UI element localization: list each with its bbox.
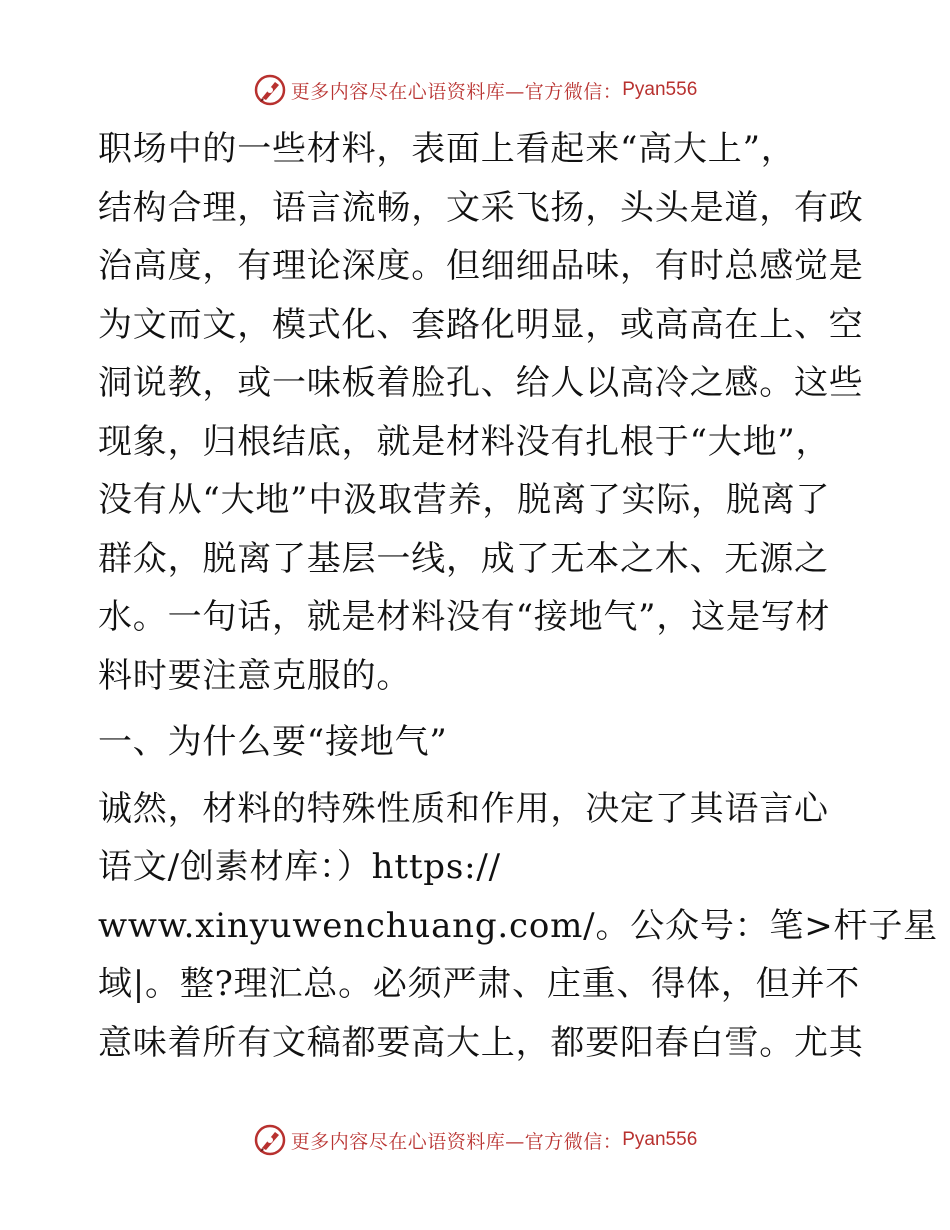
paragraph-1-line: 洞说教，或一味板着脸孔、给人以高冷之感。这些 (98, 363, 864, 403)
paragraph-1-line: 水。一句话，就是材料没有“接地气”，这是写材 (98, 597, 831, 637)
paragraph-1-line: 结构合理，语言流畅，文采飞扬，头头是道，有政 (98, 187, 864, 228)
paragraph-1-line: 没有从“大地”中汲取营养，脱离了实际，脱离了 (98, 480, 831, 520)
watermark-wechat-id: Pyan556 (622, 1129, 698, 1150)
paragraph-1-line: 现象，归根结底，就是材料没有扎根于“大地”， (98, 421, 831, 462)
pen-logo-icon (253, 73, 287, 107)
footer-watermark (0, 1118, 950, 1162)
paragraph-2-line: 意味着所有文稿都要高大上，都要阳春白雪。尤其 (98, 1022, 864, 1063)
paragraph-2-line: 语文/创素材库：）https:// (98, 847, 501, 887)
document-body (98, 120, 938, 1072)
section-heading: 一、为什么要“接地气” (98, 722, 448, 762)
paragraph-2-line: 域|。整?理汇总。必须严肃、庄重、得体，但并不 (98, 964, 861, 1004)
watermark-text: 更多内容尽在心语资料库—官方微信： (290, 1130, 623, 1153)
paragraph-2-line: www.xinyuwenchuang.com/。公众号：笔>杆子星 (98, 905, 938, 946)
paragraph-1-line: 为文而文，模式化、套路化明显，或高高在上、空 (98, 304, 864, 345)
watermark-text: 更多内容尽在心语资料库—官方微信： (290, 80, 623, 103)
watermark-wechat-id: Pyan556 (622, 79, 698, 100)
paragraph-1-line: 料时要注意克服的。 (98, 655, 412, 696)
pen-logo-icon (253, 1123, 287, 1157)
paragraph-1-line: 群众，脱离了基层一线，成了无本之木、无源之 (98, 538, 829, 579)
paragraph-2-line: 诚然，材料的特殊性质和作用，决定了其语言心 (98, 788, 829, 829)
paragraph-1-line: 职场中的一些材料，表面上看起来“高大上”， (98, 129, 796, 169)
header-watermark (0, 68, 950, 112)
paragraph-1-line: 治高度，有理论深度。但细细品味，有时总感觉是 (98, 246, 864, 286)
